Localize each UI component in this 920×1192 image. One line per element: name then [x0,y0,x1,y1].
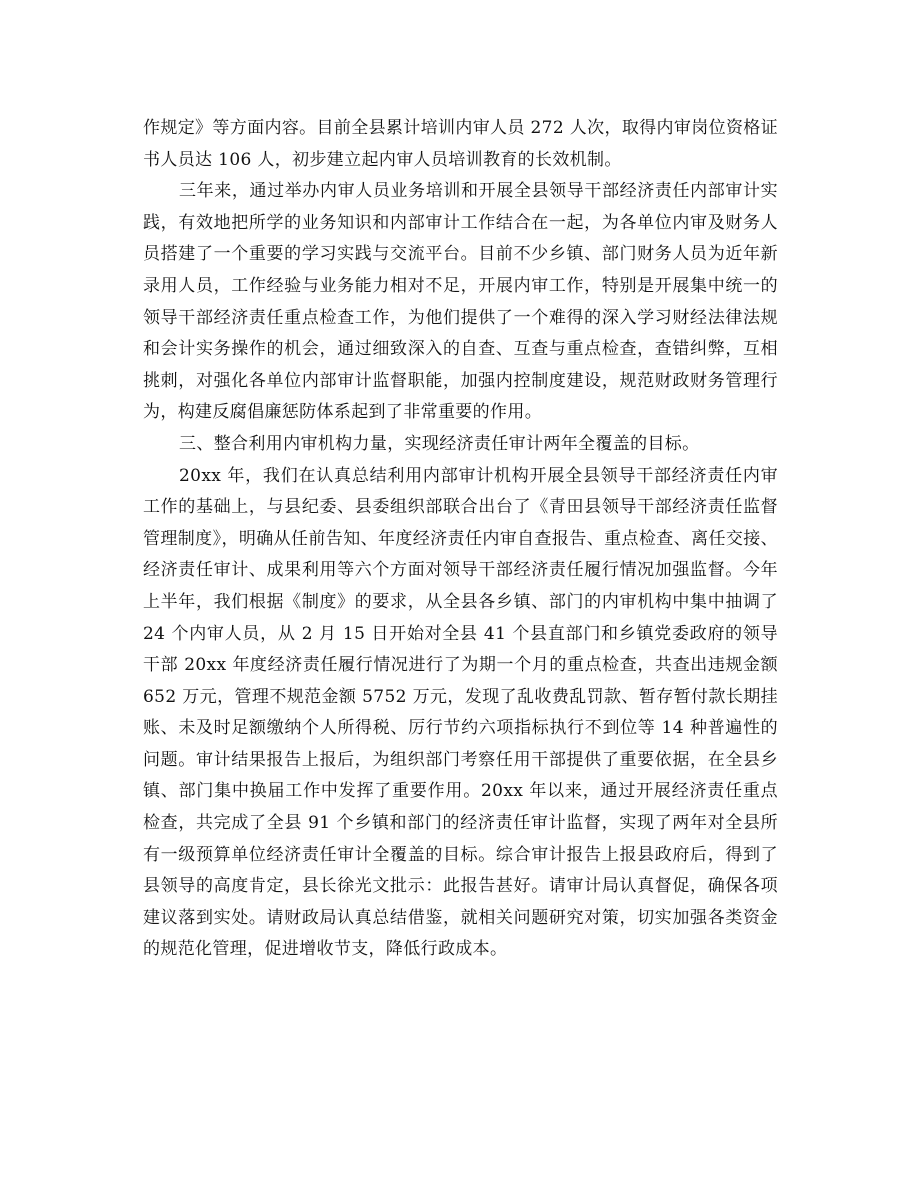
paragraph-three-years: 三年来，通过举办内审人员业务培训和开展全县领导干部经济责任内部审计实践，有效地把所学的业务知识和内部审计工作结合在一起，为各单位内审及财务人员搭建了一个重要的学习实践与交流平台。目前不少乡镇、部门财务人员为近年新录用人员，工作经验与业务能力相对不足，开展内审工作，特别是开展集中统一的领导干部经济责任重点检查工作，为他们提供了一个难得的深入学习财经法律法规和会计实务操作的机会，通过细致深入的自查、互查与重点检查，查错纠弊，互相挑刺，对强化各单位内部审计监督职能，加强内控制度建设，规范财政财务管理行为，构建反腐倡廉惩防体系起到了非常重要的作用。 [143,181,778,423]
paragraph-training-summary: 作规定》等方面内容。目前全县累计培训内审人员 272 人次，取得内审岗位资格证书人员达 106 人，初步建立起内审人员培训教育的长效机制。 [143,118,778,170]
document-body [143,113,778,966]
paragraph-economic-audit: 20xx 年，我们在认真总结利用内部审计机构开展全县领导干部经济责任内审工作的基础上，与县纪委、县委组织部联合出台了《青田县领导干部经济责任监督管理制度》，明确从任前告知、年度经济责任内审自查报告、重点检查、离任交接、经济责任审计、成果利用等六个方面对领导干部经济责任履行情况加强监督。今年上半年，我们根据《制度》的要求，从全县各乡镇、部门的内审机构中集中抽调了 24 个内审人员，从 2 月 15 日开始对全县 41 个县直部门和乡镇党委政府的领导干部 20xx 年度经济责任履行情况进行了为期一个月的重点检查，共查出违规金额 652 万元，管理不规范金额 5752 万元，发现了乱收费乱罚款、暂存暂付款长期挂账、未及时足额缴纳个人所得税、厉行节约六项指标执行不到位等 14 种普遍性的问题。审计结果报告上报后，为组织部门考察任用干部提供了重要依据，在全县乡镇、部门集中换届工作中发挥了重要作用。20xx 年以来，通过开展经济责任重点检查，共完成了全县 91 个乡镇和部门的经济责任审计监督，实现了两年对全县所有一级预算单位经济责任审计全覆盖的目标。综合审计报告上报县政府后，得到了县领导的高度肯定，县长徐光文批示：此报告甚好。请审计局认真督促，确保各项建议落到实处。请财政局认真总结借鉴，就相关问题研究对策，切实加强各类资金的规范化管理，促进增收节支，降低行政成本。 [143,465,778,960]
section-heading-three: 三、整合利用内审机构力量，实现经济责任审计两年全覆盖的目标。 [179,433,700,454]
